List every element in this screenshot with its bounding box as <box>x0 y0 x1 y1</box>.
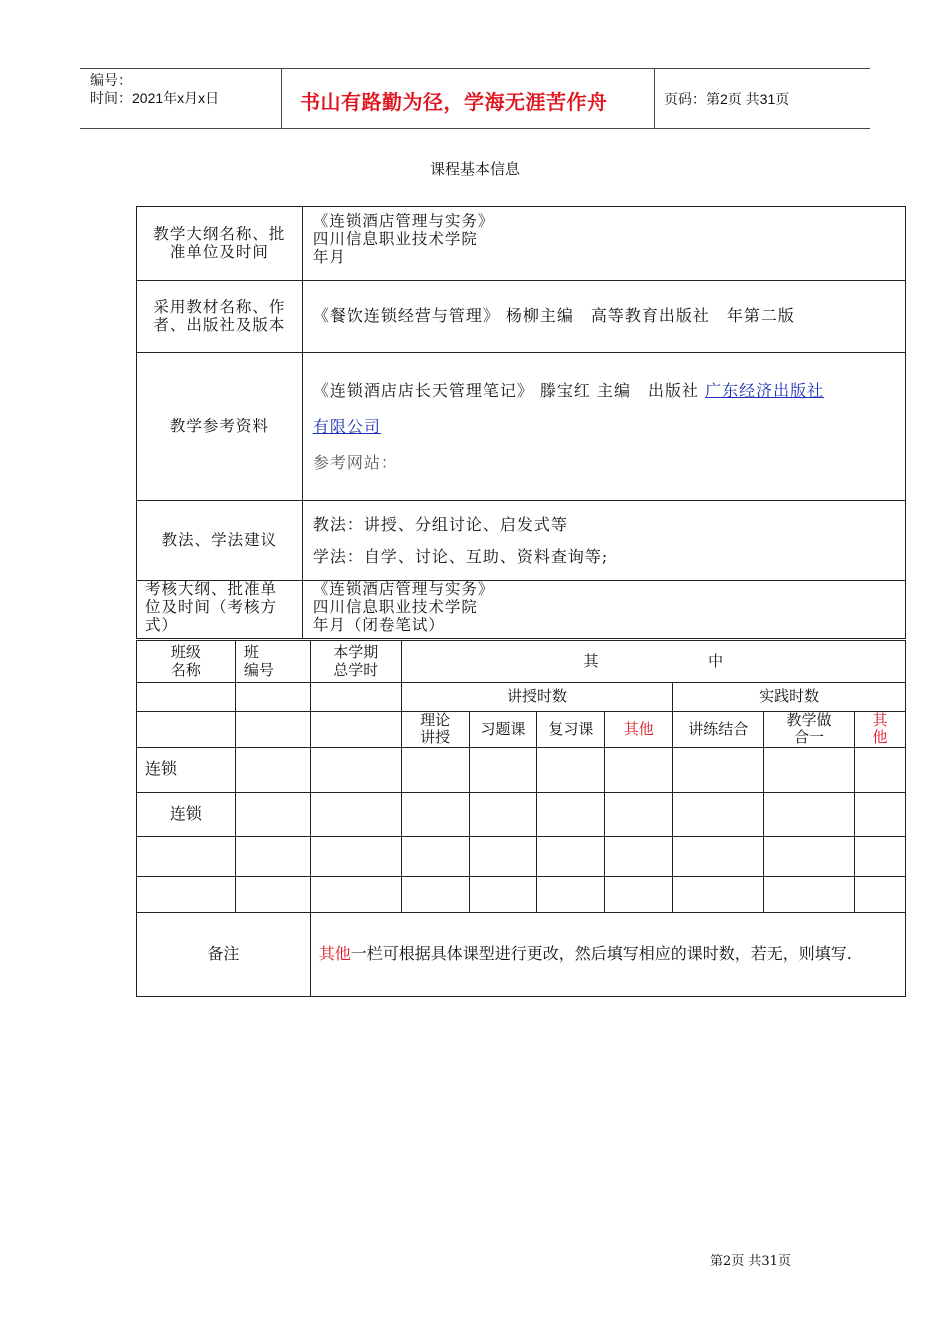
exam-unit: 四川信息职业技术学院 <box>312 597 478 616</box>
hours-group-row <box>137 683 906 712</box>
textbook-label-line: 者、出版社及版本 <box>153 315 286 334</box>
table-row <box>137 836 906 876</box>
header-top-rule <box>80 68 870 69</box>
empty-cell <box>235 712 310 748</box>
exam-title: 《连锁酒店管理与实务》 <box>312 580 495 598</box>
reference-website: 参考网站： <box>312 452 398 472</box>
method-value <box>302 501 905 581</box>
exercise-header: 习题课 <box>469 712 537 748</box>
syllabus-unit: 四川信息职业技术学院 <box>312 229 478 248</box>
integrated-header <box>764 712 855 748</box>
empty-cell <box>235 683 310 712</box>
empty-cell <box>310 712 401 748</box>
among-header <box>401 641 905 683</box>
remark-label: 备注 <box>137 912 311 996</box>
syllabus-row <box>137 207 906 281</box>
class-name-header <box>137 641 236 683</box>
lecture-practice-header: 讲练结合 <box>673 712 764 748</box>
header-line: 合一 <box>794 728 825 747</box>
header-line: 班 <box>243 643 259 662</box>
method-row <box>137 501 906 581</box>
exam-label-line: 位及时间（考核方 <box>145 597 278 616</box>
reference-line-2 <box>313 409 895 445</box>
header-divider-right <box>654 68 655 128</box>
reference-label: 教学参考资料 <box>137 353 303 501</box>
remark-row <box>137 912 906 996</box>
remark-value <box>310 912 905 996</box>
table-row <box>137 876 906 912</box>
header-line: 名称 <box>170 660 201 679</box>
other-header: 其他 <box>605 712 673 748</box>
textbook-value: 《餐饮连锁经营与管理》 杨柳主编 高等教育出版社 年第二版 <box>302 281 905 353</box>
page-title: 课程基本信息 <box>429 160 520 178</box>
page-footer: 第2页 共31页 <box>710 1254 791 1269</box>
textbook-label <box>137 281 303 353</box>
class-name-cell: 连锁 <box>137 747 236 792</box>
syllabus-label-line: 准单位及时间 <box>169 242 269 261</box>
header-line: 理论 <box>420 711 451 729</box>
remark-text: 一栏可根据具体课型进行更改，然后填写相应的课时数，若无，则填写. <box>350 944 852 963</box>
exam-row <box>137 581 906 639</box>
teaching-method: 教法：讲授、分组讨论、启发式等 <box>312 514 568 534</box>
reference-value <box>302 353 905 501</box>
header-line: 本学期 <box>333 643 379 662</box>
class-name-cell <box>137 836 236 876</box>
header-line: 其 <box>872 711 888 729</box>
header-line: 编号 <box>243 660 274 679</box>
hours-subheader-row <box>137 712 906 748</box>
learning-method: 学法：自学、讨论、互助、资料查询等; <box>312 546 609 566</box>
hours-table <box>136 640 906 997</box>
reference-book: 《连锁酒店店长天管理笔记》 滕宝红 主编 出版社 <box>312 380 699 400</box>
term-hours-header <box>310 641 401 683</box>
review-header: 复习课 <box>537 712 605 748</box>
header-number: 编号： <box>90 72 132 88</box>
hours-header-row <box>137 641 906 683</box>
remark-highlight: 其他 <box>318 944 351 963</box>
class-number-header <box>235 641 310 683</box>
header-motto: 书山有路勤为径，学海无涯苦作舟 <box>300 90 608 114</box>
reference-row <box>137 353 906 501</box>
header-date: 时间：2021年x月x日 <box>90 90 220 106</box>
syllabus-label <box>137 207 303 281</box>
syllabus-label-line: 教学大纲名称、批 <box>153 224 286 243</box>
exam-date: 年月（闭卷笔试） <box>312 615 445 634</box>
header-line: 教学做 <box>786 711 832 729</box>
empty-cell <box>137 683 236 712</box>
course-info-table <box>136 206 906 639</box>
practice-hours-header: 实践时数 <box>673 683 906 712</box>
reference-line-1 <box>313 373 895 409</box>
empty-cell <box>137 712 236 748</box>
among-char: 其 <box>583 651 599 670</box>
header-line: 讲授 <box>420 728 451 747</box>
header-bottom-rule <box>80 128 870 129</box>
empty-cell <box>310 683 401 712</box>
header-line: 总学时 <box>333 660 379 679</box>
syllabus-title: 《连锁酒店管理与实务》 <box>312 212 495 230</box>
theory-header <box>401 712 469 748</box>
syllabus-value <box>302 207 905 281</box>
lecture-hours-header: 讲授时数 <box>401 683 673 712</box>
publisher-link-continued[interactable]: 有限公司 <box>312 416 381 436</box>
other-practice-header <box>854 712 905 748</box>
header-page: 页码：第2页 共31页 <box>664 91 790 107</box>
header-line: 班级 <box>170 643 201 662</box>
table-row <box>137 792 906 836</box>
header-line: 他 <box>872 728 888 747</box>
header-divider-left <box>281 68 282 128</box>
table-row <box>137 747 906 792</box>
class-name-cell: 连锁 <box>137 792 236 836</box>
method-label: 教法、学法建议 <box>137 501 303 581</box>
textbook-label-line: 采用教材名称、作 <box>153 297 286 316</box>
exam-value <box>302 581 905 639</box>
class-name-cell <box>137 876 236 912</box>
textbook-row <box>137 281 906 353</box>
exam-label-line: 考核大纲、批准单 <box>145 580 278 598</box>
exam-label <box>137 581 303 639</box>
among-char: 中 <box>708 651 724 670</box>
syllabus-date: 年月 <box>312 247 346 266</box>
publisher-link[interactable]: 广东经济出版社 <box>705 380 825 400</box>
exam-label-line: 式） <box>145 615 179 634</box>
